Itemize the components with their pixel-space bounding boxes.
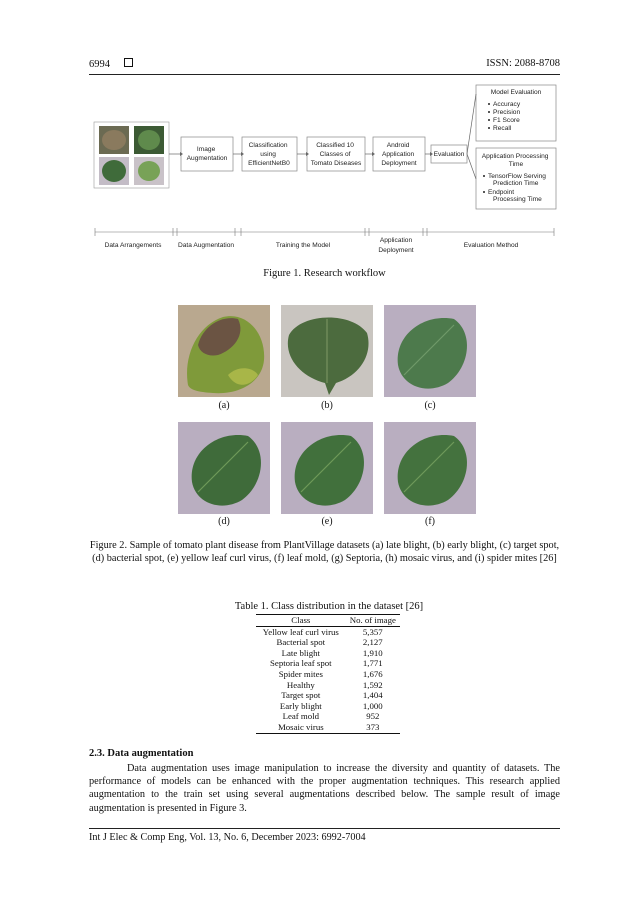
phase-deployment: Deployment [378, 247, 414, 254]
table-cell: Healthy [286, 679, 315, 690]
issn: ISSN: 2088-8708 [486, 58, 560, 69]
table-cell: Early blight [279, 700, 322, 711]
running-header [89, 58, 560, 74]
evaluation-label: Evaluation [433, 151, 465, 158]
table-cell: 1,771 [362, 658, 383, 669]
leaf-image-target-spot [384, 305, 476, 397]
square-icon [124, 58, 133, 67]
table-cell: 1,404 [362, 690, 383, 701]
page-number: 6994 [89, 58, 133, 70]
table-cell: 1,676 [362, 668, 383, 679]
classified-label: Classified 10 Classes of Tomato Diseases [310, 142, 362, 167]
model-evaluation-title: Model Evaluation [490, 89, 542, 96]
research-workflow-diagram [89, 84, 567, 264]
table-row [256, 711, 400, 722]
svg-text:TensorFlow ServingPrediction T: TensorFlow Serving Prediction Time [488, 173, 546, 187]
table-cell: Spider mites [278, 668, 323, 679]
table-cell: 1,910 [362, 647, 383, 658]
table-row [256, 626, 400, 637]
table-1-caption: Table 1. Class distribution in the dataset [26] [234, 601, 424, 612]
table-header-count: No. of image [346, 615, 400, 627]
table-cell: 5,357 [362, 626, 383, 637]
figure-1-caption: Figure 1. Research workflow [263, 268, 386, 279]
leaf-image-yellow-leaf-curl [281, 422, 373, 514]
subfigure-label-b: (b) [321, 400, 333, 411]
section-body: Data augmentation uses image manipulation to increase the diversity and quantity of datasets. The performance of models can be enhanced with the proper augmentation techniques. This research applied augmentation to the train set using several augmentations described below. The sample result of image augmentation is presented in Figure 3. [89, 763, 560, 814]
subfigure-label-c: (c) [424, 400, 436, 411]
leaf-thumbnails [94, 122, 169, 188]
class-distribution-table [256, 614, 400, 734]
svg-text:F1 Score: F1 Score [493, 117, 520, 124]
table-cell: Target spot [281, 690, 321, 701]
leaf-image-leaf-mold [384, 422, 476, 514]
figure-2-caption: Figure 2. Sample of tomato plant disease from PlantVillage datasets (a) late blight, (b) early blight, (c) target spot, (d) bacterial spot, (e) yellow leaf curl virus, (f) leaf mold, (g) Septoria, (h) mosaic virus, and (i) spider mites [26] [89, 540, 560, 564]
table-cell: 1,592 [362, 679, 383, 690]
leaf-image-bacterial-spot [178, 422, 270, 514]
table-cell: Yellow leaf curl virus [262, 626, 339, 637]
table-row [256, 722, 400, 733]
journal-footer: Int J Elec & Comp Eng, Vol. 13, No. 6, December 2023: 6992-7004 [89, 832, 366, 843]
phase-application: Application [379, 237, 413, 244]
table-cell: Leaf mold [282, 711, 319, 722]
footer-rule [89, 828, 560, 829]
table-row [256, 669, 400, 680]
classification-label: Classification using EfficientNetB0 [248, 142, 290, 167]
table-cell: Late blight [281, 647, 320, 658]
table-cell: 1,000 [362, 700, 383, 711]
svg-text:Recall: Recall [493, 125, 512, 132]
leaf-image-late-blight [178, 305, 270, 397]
table-header-class: Class [256, 615, 346, 627]
subfigure-label-f: (f) [425, 516, 435, 527]
svg-text:Accuracy: Accuracy [493, 101, 521, 108]
table-row [256, 637, 400, 648]
table-cell: 2,127 [362, 637, 383, 648]
subfigure-label-d: (d) [218, 516, 230, 527]
table-row [256, 701, 400, 712]
table-row [256, 648, 400, 659]
table-cell: 952 [366, 711, 380, 722]
subfigure-label-a: (a) [218, 400, 230, 411]
application-processing-title: Application Processing Time [481, 153, 549, 168]
subfigure-label-e: (e) [321, 516, 333, 527]
phase-data-augmentation: Data Augmentation [177, 242, 235, 249]
phase-data-arrangements: Data Arrangements [104, 242, 162, 249]
table-header-row [256, 615, 400, 627]
phase-timeline [95, 228, 554, 236]
table-cell: Bacterial spot [276, 637, 326, 648]
table-cell: 373 [346, 722, 400, 733]
table-cell: Septoria leaf spot [270, 658, 332, 669]
phase-evaluation-method: Evaluation Method [463, 242, 519, 249]
header-rule [89, 74, 560, 75]
android-deployment-label: Android Application Deployment [381, 142, 417, 167]
image-augmentation-label: Image Augmentation [186, 146, 228, 162]
leaf-image-early-blight [281, 305, 373, 397]
table-row [256, 680, 400, 691]
phase-training: Training the Model [275, 242, 331, 249]
table-cell: Mosaic virus [256, 722, 346, 733]
svg-text:EndpointProcessing Time: Endpoint Processing Time [488, 189, 542, 203]
section-heading: 2.3. Data augmentation [89, 748, 194, 759]
table-row [256, 690, 400, 701]
svg-text:Precision: Precision [493, 109, 521, 116]
table-row [256, 658, 400, 669]
